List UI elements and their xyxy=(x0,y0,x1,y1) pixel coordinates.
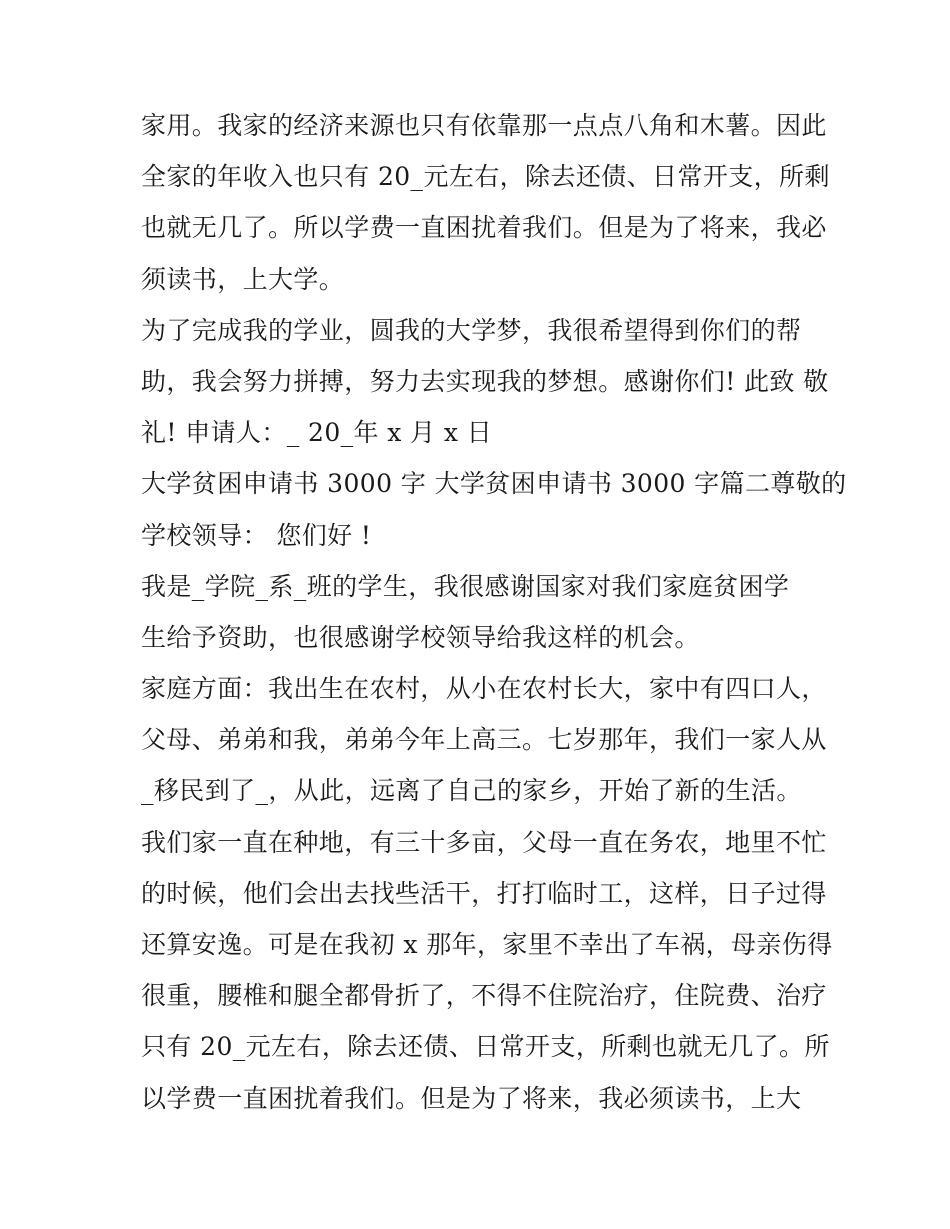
text-line-11: 生给予资助，也很感谢学校领导给我这样的机会。 xyxy=(141,622,700,652)
text-line-4: 须读书，上大学。 xyxy=(141,264,345,294)
document-body xyxy=(141,100,847,1124)
text-line-15: 我们家一直在种地，有三十多亩，父母一直在务农，地里不忙 xyxy=(141,827,827,857)
text-line-17: 还算安逸。可是在我初 x 那年，家里不幸出了车祸，母亲伤得 xyxy=(141,930,833,959)
text-line-19: 只有 20_元左右，除去还债、日常开支，所剩也就无几了。所 xyxy=(141,1032,830,1062)
text-line-13: 父母、弟弟和我，弟弟今年上高三。七岁那年，我们一家人从 xyxy=(141,725,827,755)
text-line-2: 全家的年收入也只有 20_元左右，除去还债、日常开支，所剩 xyxy=(141,162,830,192)
text-line-6: 助，我会努力拼搏，努力去实现我的梦想。感谢你们! 此致 敬 xyxy=(141,366,829,396)
text-line-5: 为了完成我的学业，圆我的大学梦，我很希望得到你们的帮 xyxy=(141,315,802,345)
text-line-14: _移民到了_，从此，远离了自己的家乡，开始了新的生活。 xyxy=(141,776,802,806)
text-line-3: 也就无几了。所以学费一直困扰着我们。但是为了将来，我必 xyxy=(141,213,827,243)
text-line-1: 家用。我家的经济来源也只有依靠那一点点八角和木薯。因此 xyxy=(141,111,827,140)
text-line-9: 学校领导： 您们好 ! xyxy=(141,520,372,550)
text-line-8: 大学贫困申请书 3000 字 大学贫困申请书 3000 字篇二尊敬的 xyxy=(141,469,847,499)
text-line-20: 以学费一直困扰着我们。但是为了将来，我必须读书，上大 xyxy=(141,1083,802,1113)
text-line-7: 礼! 申请人：_ 20_年 x 月 x 日 xyxy=(141,418,493,448)
text-line-10: 我是_学院_系_班的学生，我很感谢国家对我们家庭贫困学 xyxy=(141,571,790,601)
text-line-12: 家庭方面：我出生在农村，从小在农村长大，家中有四口人， xyxy=(141,674,827,704)
text-line-18: 很重，腰椎和腿全都骨折了，不得不住院治疗，住院费、治疗 xyxy=(141,981,827,1011)
text-line-16: 的时候，他们会出去找些活干，打打临时工，这样，日子过得 xyxy=(141,878,827,908)
